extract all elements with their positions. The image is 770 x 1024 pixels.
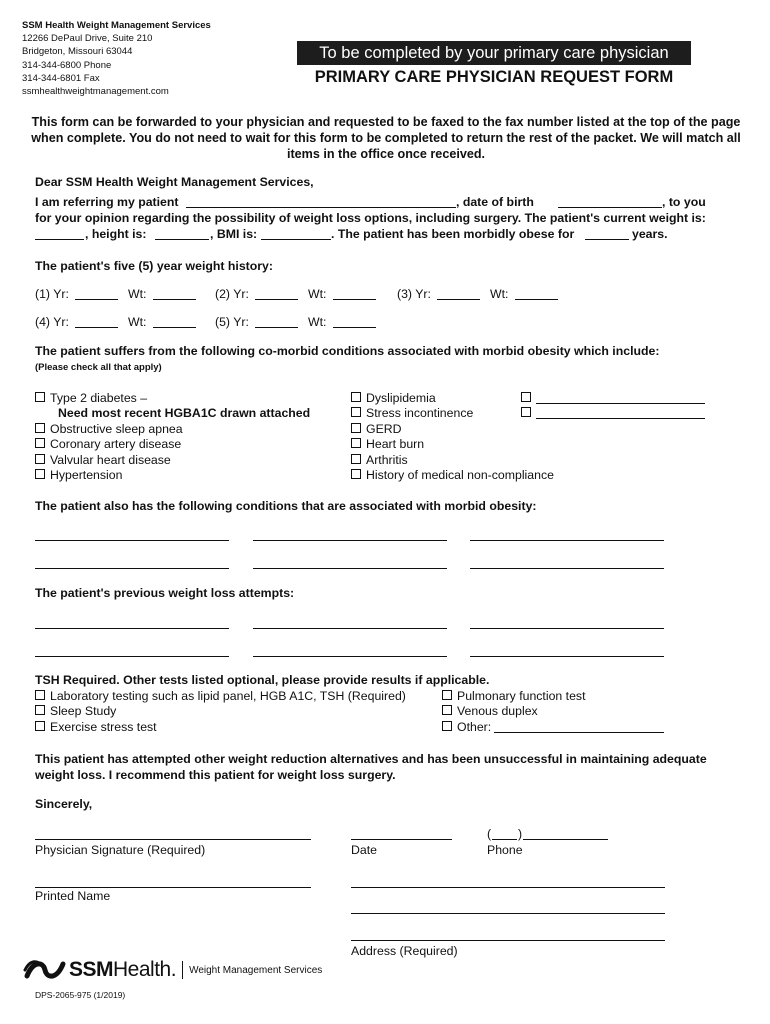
form-title: PRIMARY CARE PHYSICIAN REQUEST FORM <box>314 68 674 86</box>
cond-other-2-field[interactable] <box>536 418 705 419</box>
wh-yr-2-label: (2) Yr: <box>215 287 249 301</box>
phone-label: Phone <box>487 843 523 857</box>
logo-divider <box>182 961 183 979</box>
also-condition-field-4[interactable] <box>35 568 229 569</box>
wh-yr-2-field[interactable] <box>255 299 298 300</box>
instruction-banner: To be completed by your primary care physician <box>297 41 691 65</box>
checkbox[interactable] <box>35 721 45 731</box>
checkbox[interactable] <box>351 423 361 433</box>
wh-wt-3-label: Wt: <box>490 287 509 301</box>
checkbox[interactable] <box>351 438 361 448</box>
referral-text-5: , height is: <box>85 227 147 241</box>
wh-wt-5-field[interactable] <box>333 327 376 328</box>
cond-arthritis[interactable]: Arthritis <box>351 453 408 467</box>
phone-area-close: ) <box>518 827 523 841</box>
address-label: Address (Required) <box>351 944 458 958</box>
wh-yr-3-field[interactable] <box>437 299 480 300</box>
physician-signature-field[interactable] <box>35 839 311 840</box>
org-name: SSM Health Weight Management Services <box>22 20 211 31</box>
checkbox[interactable] <box>35 705 45 715</box>
brand-division: Weight Management Services <box>189 964 323 976</box>
referral-text-4: for your opinion regarding the possibility of weight loss options, including surgery. The patient's current weight is: <box>35 211 706 225</box>
wh-yr-1-field[interactable] <box>75 299 118 300</box>
wh-wt-5-label: Wt: <box>308 315 327 329</box>
cond-valvular-heart[interactable]: Valvular heart disease <box>35 453 171 467</box>
hgba1c-note: Need most recent HGBA1C drawn attached <box>58 406 311 420</box>
also-condition-field-5[interactable] <box>253 568 447 569</box>
phone-area-field[interactable] <box>492 839 517 840</box>
weight-history-heading: The patient's five (5) year weight history: <box>35 259 273 273</box>
cond-noncompliance[interactable]: History of medical non-compliance <box>351 468 554 482</box>
address-line2: Bridgeton, Missouri 63044 <box>22 46 133 58</box>
phone-number-field[interactable] <box>523 839 608 840</box>
checkbox[interactable] <box>442 690 452 700</box>
checkbox[interactable] <box>35 454 45 464</box>
cond-coronary-artery[interactable]: Coronary artery disease <box>35 437 181 451</box>
test-sleep-study[interactable]: Sleep Study <box>35 704 116 718</box>
checkbox[interactable] <box>442 721 452 731</box>
closing: Sincerely, <box>35 797 93 811</box>
checkbox[interactable] <box>521 392 531 402</box>
test-other-field[interactable] <box>494 732 664 733</box>
wh-yr-5-field[interactable] <box>255 327 298 328</box>
signature-label: Physician Signature (Required) <box>35 843 206 857</box>
checkbox[interactable] <box>35 690 45 700</box>
cond-hypertension[interactable]: Hypertension <box>35 468 122 482</box>
cond-gerd[interactable]: GERD <box>351 422 402 436</box>
cond-sleep-apnea[interactable]: Obstructive sleep apnea <box>35 422 183 436</box>
wh-wt-2-label: Wt: <box>308 287 327 301</box>
test-lab[interactable]: Laboratory testing such as lipid panel, HGB A1C, TSH (Required) <box>35 689 406 703</box>
comorbid-heading: The patient suffers from the following co-morbid conditions associated with morbid obesity which include: <box>35 344 660 358</box>
cond-type2-diabetes[interactable]: Type 2 diabetes – <box>35 391 147 405</box>
test-venous-duplex[interactable]: Venous duplex <box>442 704 538 718</box>
referral-text-1: I am referring my patient <box>35 195 179 209</box>
height-field[interactable] <box>155 239 209 240</box>
checkbox[interactable] <box>351 469 361 479</box>
attempt-field-5[interactable] <box>253 656 447 657</box>
brand-health: Health. <box>113 958 177 981</box>
cond-heart-burn[interactable]: Heart burn <box>351 437 424 451</box>
salutation: Dear SSM Health Weight Management Services, <box>35 175 314 189</box>
previous-attempts-heading: The patient's previous weight loss attempts: <box>35 586 295 600</box>
checkbox[interactable] <box>442 705 452 715</box>
wh-wt-3-field[interactable] <box>515 299 558 300</box>
checkbox[interactable] <box>351 454 361 464</box>
wh-yr-4-field[interactable] <box>75 327 118 328</box>
address-field-1[interactable] <box>351 887 665 888</box>
referral-text-8: years. <box>632 227 668 241</box>
wh-yr-1-label: (1) Yr: <box>35 287 69 301</box>
checkbox[interactable] <box>351 392 361 402</box>
cond-other-1-field[interactable] <box>536 403 705 404</box>
wh-wt-1-field[interactable] <box>153 299 196 300</box>
dob-field[interactable] <box>558 207 662 208</box>
address-field-2[interactable] <box>351 913 665 914</box>
address-field-3[interactable] <box>351 940 665 941</box>
checkbox[interactable] <box>35 438 45 448</box>
referral-text-7: . The patient has been morbidly obese for <box>331 227 575 241</box>
current-weight-field[interactable] <box>35 239 84 240</box>
attempt-field-2[interactable] <box>253 628 447 629</box>
also-condition-field-6[interactable] <box>470 568 664 569</box>
letterhead <box>22 19 211 98</box>
checkbox[interactable] <box>35 469 45 479</box>
date-field[interactable] <box>351 839 452 840</box>
form-code: DPS-2065-975 (1/2019) <box>35 990 126 1000</box>
tests-heading: TSH Required. Other tests listed optional, please provide results if applicable. <box>35 673 490 687</box>
date-label: Date <box>351 843 377 857</box>
referral-text-2: , date of birth <box>456 195 534 209</box>
printed-name-label: Printed Name <box>35 889 111 903</box>
also-condition-field-2[interactable] <box>253 540 447 541</box>
checkbox[interactable] <box>351 407 361 417</box>
cond-stress-incontinence[interactable]: Stress incontinence <box>351 406 473 420</box>
phone-number: 314-344-6800 Phone <box>22 59 112 71</box>
wh-wt-2-field[interactable] <box>333 299 376 300</box>
fax-number: 314-344-6801 Fax <box>22 72 100 84</box>
printed-name-field[interactable] <box>35 887 311 888</box>
address-line1: 12266 DePaul Drive, Suite 210 <box>22 33 153 45</box>
phone-area-open: ( <box>487 827 492 841</box>
cond-dyslipidemia[interactable]: Dyslipidemia <box>351 391 436 405</box>
wh-wt-1-label: Wt: <box>128 287 147 301</box>
checkbox[interactable] <box>35 392 45 402</box>
referral-text-3: , to you <box>662 195 706 209</box>
attempt-field-3[interactable] <box>470 628 664 629</box>
ssm-health-logo <box>23 958 322 982</box>
referral-text-6: , BMI is: <box>210 227 258 241</box>
attempt-field-4[interactable] <box>35 656 229 657</box>
ssm-swoosh-icon <box>23 959 67 981</box>
bmi-field[interactable] <box>261 239 331 240</box>
wh-wt-4-field[interactable] <box>153 327 196 328</box>
recommendation-statement: This patient has attempted other weight reduction alternatives and has been unsuccessful in maintaining adequate weight loss. I recommend this patient for weight loss surgery. <box>35 752 707 782</box>
test-other[interactable]: Other: <box>442 720 491 734</box>
also-condition-field-1[interactable] <box>35 540 229 541</box>
obese-years-field[interactable] <box>585 239 629 240</box>
checkbox[interactable] <box>35 423 45 433</box>
also-condition-field-3[interactable] <box>470 540 664 541</box>
comorbid-note: (Please check all that apply) <box>35 362 162 373</box>
wh-yr-4-label: (4) Yr: <box>35 315 69 329</box>
cond-other-1[interactable] <box>521 391 536 405</box>
attempt-field-1[interactable] <box>35 628 229 629</box>
patient-name-field[interactable] <box>186 207 456 208</box>
brand-ssm: SSM <box>69 958 114 981</box>
test-pulmonary[interactable]: Pulmonary function test <box>442 689 586 703</box>
wh-wt-4-label: Wt: <box>128 315 147 329</box>
cond-other-2[interactable] <box>521 406 536 420</box>
website: ssmhealthweightmanagement.com <box>22 86 169 98</box>
wh-yr-5-label: (5) Yr: <box>215 315 249 329</box>
intro-paragraph: This form can be forwarded to your physician and requested to be faxed to the fax number listed at the top of the page when complete. You do not need to wait for this form to be completed to return the rest of the packet. We will match all items in the office once received. <box>31 115 741 161</box>
also-conditions-heading: The patient also has the following conditions that are associated with morbid obesity: <box>35 499 537 513</box>
attempt-field-6[interactable] <box>470 656 664 657</box>
wh-yr-3-label: (3) Yr: <box>397 287 431 301</box>
checkbox[interactable] <box>521 407 531 417</box>
test-exercise-stress[interactable]: Exercise stress test <box>35 720 157 734</box>
